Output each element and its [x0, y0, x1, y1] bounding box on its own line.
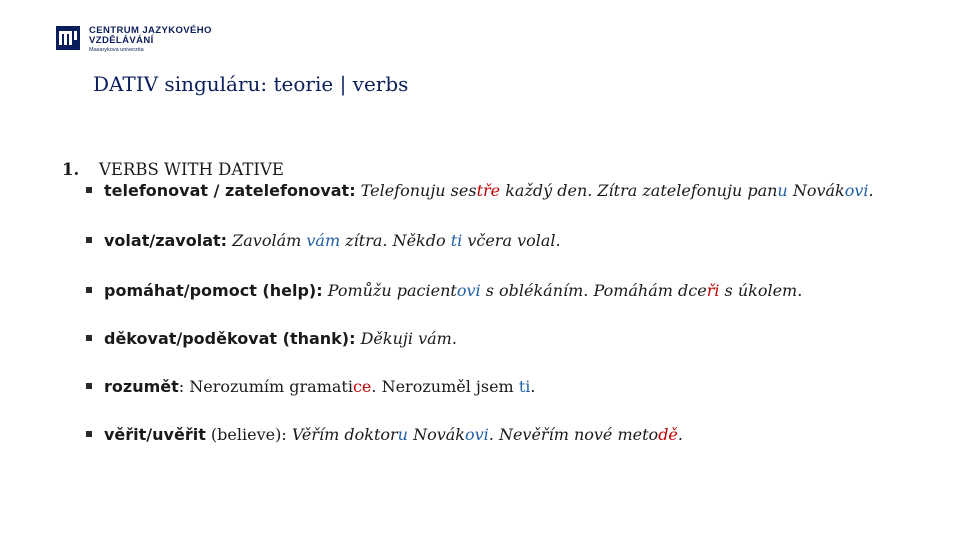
bullet-icon	[86, 287, 92, 293]
example-sentence: : Nerozumím gramatice. Nerozuměl jsem ti.	[178, 377, 536, 396]
verb-term: volat/zavolat:	[104, 231, 228, 250]
university-logo-icon	[56, 26, 80, 50]
bullet-icon	[86, 237, 92, 243]
bullet-icon	[86, 431, 92, 437]
logo-subtitle: Masarykova univerzita	[89, 47, 144, 53]
section-title: VERBS WITH DATIVE	[99, 160, 284, 179]
example-sentence: Děkuji vám.	[355, 329, 457, 348]
bullet-icon	[86, 187, 92, 193]
list-item	[86, 231, 561, 250]
slide-title: DATIV singuláru: teorie | verbs	[93, 72, 409, 96]
example-sentence: Pomůžu pacientovi s oblékáním. Pomáhám dceři s úkolem.	[322, 281, 803, 300]
list-item	[86, 377, 535, 396]
verb-term: pomáhat/pomoct (help):	[104, 281, 323, 300]
list-item	[86, 281, 802, 300]
bullet-icon	[86, 335, 92, 341]
section-number: 1.	[62, 160, 80, 179]
verb-term: věřit/uvěřit	[104, 425, 206, 444]
example-sentence: (believe): Věřím doktoru Novákovi. Nevěřím nové metodě.	[205, 425, 683, 444]
bullet-icon	[86, 383, 92, 389]
example-sentence: Zavolám vám zítra. Někdo ti včera volal.	[227, 231, 561, 250]
verb-term: telefonovat / zatelefonovat:	[104, 181, 356, 200]
list-item	[86, 329, 457, 348]
verb-term: rozumět	[104, 377, 179, 396]
list-item	[86, 425, 683, 444]
verb-term: děkovat/poděkovat (thank):	[104, 329, 356, 348]
list-item	[86, 181, 874, 200]
logo-line-1: CENTRUM JAZYKOVÉHO	[89, 25, 212, 36]
example-sentence: Telefonuju sestře každý den. Zítra zatelefonuju panu Novákovi.	[355, 181, 874, 200]
logo-line-2: VZDĚLÁVÁNÍ	[89, 35, 154, 46]
section-heading	[62, 160, 284, 179]
logo	[56, 26, 212, 55]
